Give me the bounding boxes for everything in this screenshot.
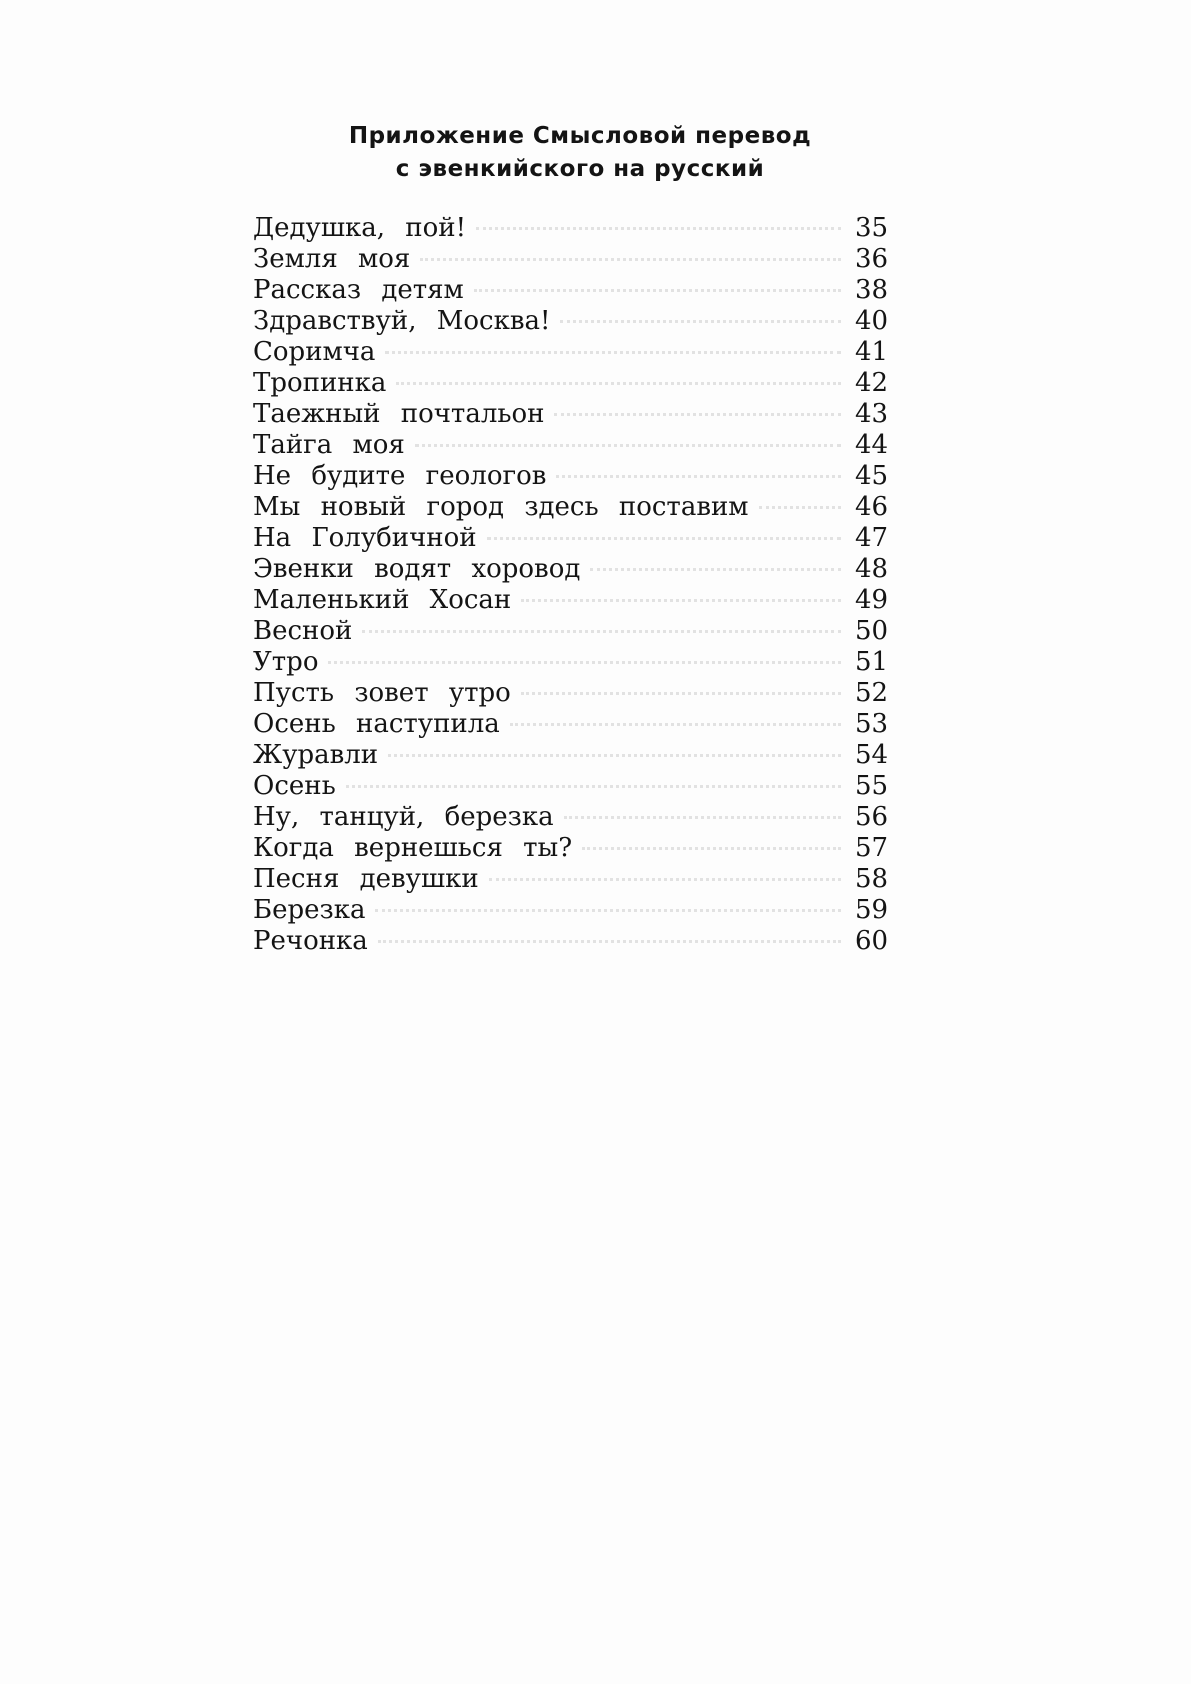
- toc-entry-title: Весной: [253, 616, 358, 647]
- dot-leader: [420, 257, 841, 261]
- dot-leader: [556, 474, 841, 478]
- dot-leader: [521, 691, 841, 695]
- toc-entry-title: Осень: [253, 771, 342, 802]
- toc-entry: [253, 461, 903, 492]
- dot-leader: [328, 660, 841, 664]
- toc-entry-title: Рассказ детям: [253, 275, 470, 306]
- toc-entry: [253, 368, 903, 399]
- dot-leader: [476, 226, 841, 230]
- toc-entry-page: 41: [855, 337, 889, 367]
- toc-entry: [253, 678, 903, 709]
- toc-entry: [253, 802, 903, 833]
- dot-leader: [385, 350, 841, 354]
- toc-entry-title: Таежный почтальон: [253, 399, 550, 430]
- dot-leader: [759, 505, 841, 509]
- dot-leader: [521, 598, 841, 602]
- toc-entry: [253, 306, 903, 337]
- toc-entry-page: 36: [855, 244, 889, 274]
- dot-leader: [474, 288, 841, 292]
- toc-entry-page: 35: [855, 213, 889, 243]
- toc-heading: [300, 120, 860, 186]
- toc-entry-page: 42: [855, 368, 889, 398]
- toc-entry: [253, 337, 903, 368]
- toc-entry: [253, 399, 903, 430]
- toc-entry: [253, 833, 903, 864]
- toc-entry: [253, 430, 903, 461]
- toc-entry: [253, 492, 903, 523]
- dot-leader: [487, 536, 841, 540]
- dot-leader: [554, 412, 841, 416]
- toc-entry-title: Эвенки водят хоровод: [253, 554, 586, 585]
- toc-entry-title: Речонка: [253, 926, 374, 957]
- toc-entry-page: 44: [855, 430, 889, 460]
- toc-entry-title: На Голубичной: [253, 523, 483, 554]
- toc-entry-page: 45: [855, 461, 889, 491]
- toc-entry-page: 48: [855, 554, 889, 584]
- toc-entry-page: 51: [855, 647, 889, 677]
- dot-leader: [489, 877, 841, 881]
- dot-leader: [346, 784, 841, 788]
- toc-entry: [253, 740, 903, 771]
- toc-entry-title: Утро: [253, 647, 324, 678]
- toc-entry-page: 57: [855, 833, 889, 863]
- toc-entry-page: 46: [855, 492, 889, 522]
- toc-entry-page: 54: [855, 740, 889, 770]
- toc-entry-title: Ну, танцуй, березка: [253, 802, 560, 833]
- toc-entry: [253, 275, 903, 306]
- dot-leader: [564, 815, 841, 819]
- toc-entry: [253, 213, 903, 244]
- toc-entry: [253, 616, 903, 647]
- toc-entry-title: Песня девушки: [253, 864, 485, 895]
- toc-entry-page: 56: [855, 802, 889, 832]
- heading-line-1: Приложение Смысловой перевод: [348, 123, 812, 149]
- toc-entry-page: 49: [855, 585, 889, 615]
- dot-leader: [396, 381, 841, 385]
- toc-entry-page: 43: [855, 399, 889, 429]
- toc-entry-title: Журавли: [253, 740, 384, 771]
- toc-entry-title: Земля моя: [253, 244, 416, 275]
- toc-entry-page: 60: [855, 926, 889, 956]
- toc-entry-title: Тайга моя: [253, 430, 411, 461]
- toc-entry-title: Мы новый город здесь поставим: [253, 492, 755, 523]
- dot-leader: [415, 443, 841, 447]
- toc-entry-page: 58: [855, 864, 889, 894]
- dot-leader: [388, 753, 841, 757]
- toc-entry-page: 47: [855, 523, 889, 553]
- toc-entry-page: 52: [855, 678, 889, 708]
- toc-entry-title: Тропинка: [253, 368, 392, 399]
- toc-entry: [253, 554, 903, 585]
- toc-entry: [253, 647, 903, 678]
- dot-leader: [378, 939, 841, 943]
- toc-entry-title: Не будите геологов: [253, 461, 552, 492]
- dot-leader: [510, 722, 841, 726]
- toc-entry-page: 55: [855, 771, 889, 801]
- toc-entry: [253, 926, 903, 957]
- dot-leader: [362, 629, 841, 633]
- heading-line-2: с эвенкийского на русский: [395, 156, 765, 182]
- dot-leader: [582, 846, 841, 850]
- toc-entry-title: Осень наступила: [253, 709, 506, 740]
- toc-entry-title: Маленький Хосан: [253, 585, 517, 616]
- toc-entry: [253, 709, 903, 740]
- toc-entry-title: Дедушка, пой!: [253, 213, 472, 244]
- toc-entry: [253, 771, 903, 802]
- toc-entry: [253, 895, 903, 926]
- toc-entry-title: Здравствуй, Москва!: [253, 306, 556, 337]
- dot-leader: [590, 567, 841, 571]
- toc-entry-page: 53: [855, 709, 889, 739]
- toc-entry: [253, 244, 903, 275]
- table-of-contents: [253, 213, 903, 957]
- toc-entry: [253, 864, 903, 895]
- toc-entry-title: Когда вернешься ты?: [253, 833, 578, 864]
- toc-entry-page: 40: [855, 306, 889, 336]
- toc-entry-title: Пусть зовет утро: [253, 678, 517, 709]
- toc-entry-title: Березка: [253, 895, 371, 926]
- toc-entry-title: Соримча: [253, 337, 381, 368]
- toc-entry: [253, 585, 903, 616]
- toc-entry-page: 38: [855, 275, 889, 305]
- toc-entry: [253, 523, 903, 554]
- toc-entry-page: 50: [855, 616, 889, 646]
- dot-leader: [375, 908, 841, 912]
- dot-leader: [560, 319, 841, 323]
- toc-entry-page: 59: [855, 895, 889, 925]
